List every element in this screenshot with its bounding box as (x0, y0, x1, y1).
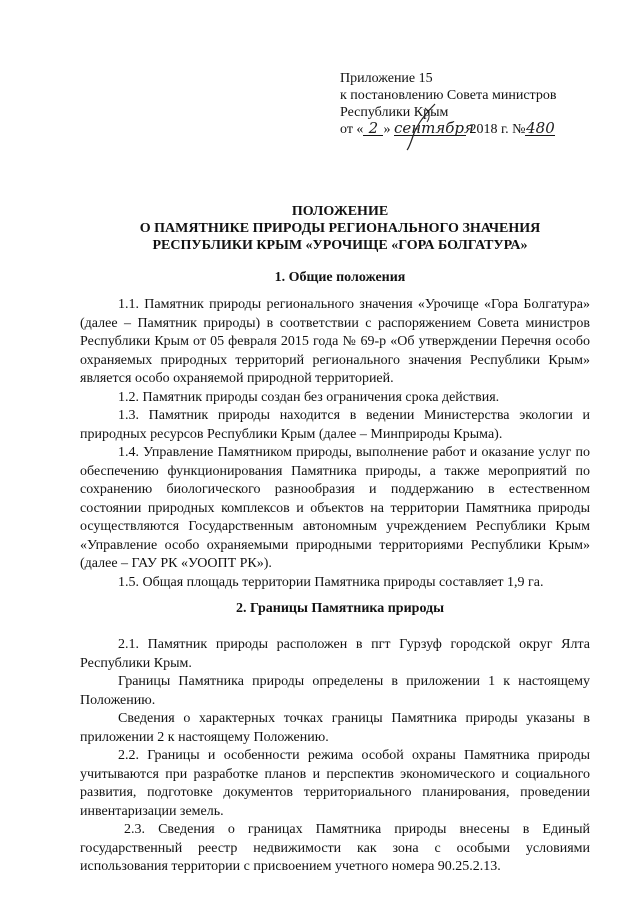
signature-mark (395, 102, 455, 152)
appendix-line-1: Приложение 15 (340, 71, 433, 86)
document-number: 480 (526, 119, 555, 137)
date-prefix: от « (340, 122, 364, 137)
section-2-heading: 2. Границы Памятника природы (235, 601, 445, 616)
date-mid: » (383, 122, 394, 137)
title-line-2: О ПАМЯТНИКЕ ПРИРОДЫ РЕГИОНАЛЬНОГО ЗНАЧЕНИЯ (139, 221, 541, 236)
date-year: 2018 г. № (465, 122, 526, 137)
paragraph-1-3: 1.3. Памятник природы находится в ведении Министерства экологии и природных ресурсов Республики Крым (далее – Минприроды Крыма). (80, 408, 590, 442)
paragraph-2-2: 2.2. Границы и особенности режима особой охраны Памятника природы учитываются при разработке планов и перспектив экономического и социального развития, подготовке документов территориального планирования, проведении инвентаризации земель. (80, 748, 590, 819)
paragraph-2-3: 2.3. Сведения о границах Памятника природы внесены в Единый государственный реестр недвижимости как зона с особыми условиями использования территории с присвоением учетного номера 90.25.2.13. (80, 822, 590, 874)
paragraph-2-points: Сведения о характерных точках границы Памятника природы указаны в приложении 2 к настоящему Положению. (80, 711, 590, 745)
paragraph-1-4: 1.4. Управление Памятником природы, выполнение работ и оказание услуг по обеспечению функционирования Памятника природы, а также мероприятий по сохранению биологического разнообразия и поддержанию в естественном состоянии природных комплексов и объектов на территории Памятника природы осуществляются Государственным автономным учреждением Республики Крым «Управление особо охраняемыми природными территориями Республики Крым» (далее – ГАУ РК «УООПТ РК»). (80, 445, 590, 571)
appendix-line-3: Республики Крым (340, 105, 449, 120)
paragraph-1-1: 1.1. Памятник природы регионального значения «Урочище «Гора Болгатура» (далее – Памятник природы) в соответствии с распоряжением Совета министров Республики Крым от 05 февраля 2015 года № 69-р «Об утверждении Перечня особо охраняемых природных территорий регионального значения Республики Крым» является особо охраняемой природной территорией. (80, 297, 590, 386)
paragraph-1-5: 1.5. Общая площадь территории Памятника природы составляет 1,9 га. (118, 574, 544, 590)
paragraph-1-2: 1.2. Памятник природы создан без ограничения срока действия. (118, 389, 500, 405)
document-title (60, 203, 620, 254)
paragraph-2-borders: Границы Памятника природы определены в приложении 1 к настоящему Положению. (80, 674, 590, 708)
section-2-body (80, 636, 590, 877)
title-line-1: ПОЛОЖЕНИЕ (291, 204, 389, 219)
date-day: 2 (363, 122, 383, 136)
section-1-heading: 1. Общие положения (274, 270, 406, 285)
paragraph-2-1: 2.1. Памятник природы расположен в пгт Гурзуф городской округ Ялта Республики Крым. (80, 637, 590, 671)
section-1-body (80, 296, 590, 592)
appendix-line-2: к постановлению Совета министров (340, 88, 557, 103)
title-line-3: РЕСПУБЛИКИ КРЫМ «УРОЧИЩЕ «ГОРА БОЛГАТУРА» (152, 238, 528, 253)
date-month: сентября (393, 119, 474, 137)
